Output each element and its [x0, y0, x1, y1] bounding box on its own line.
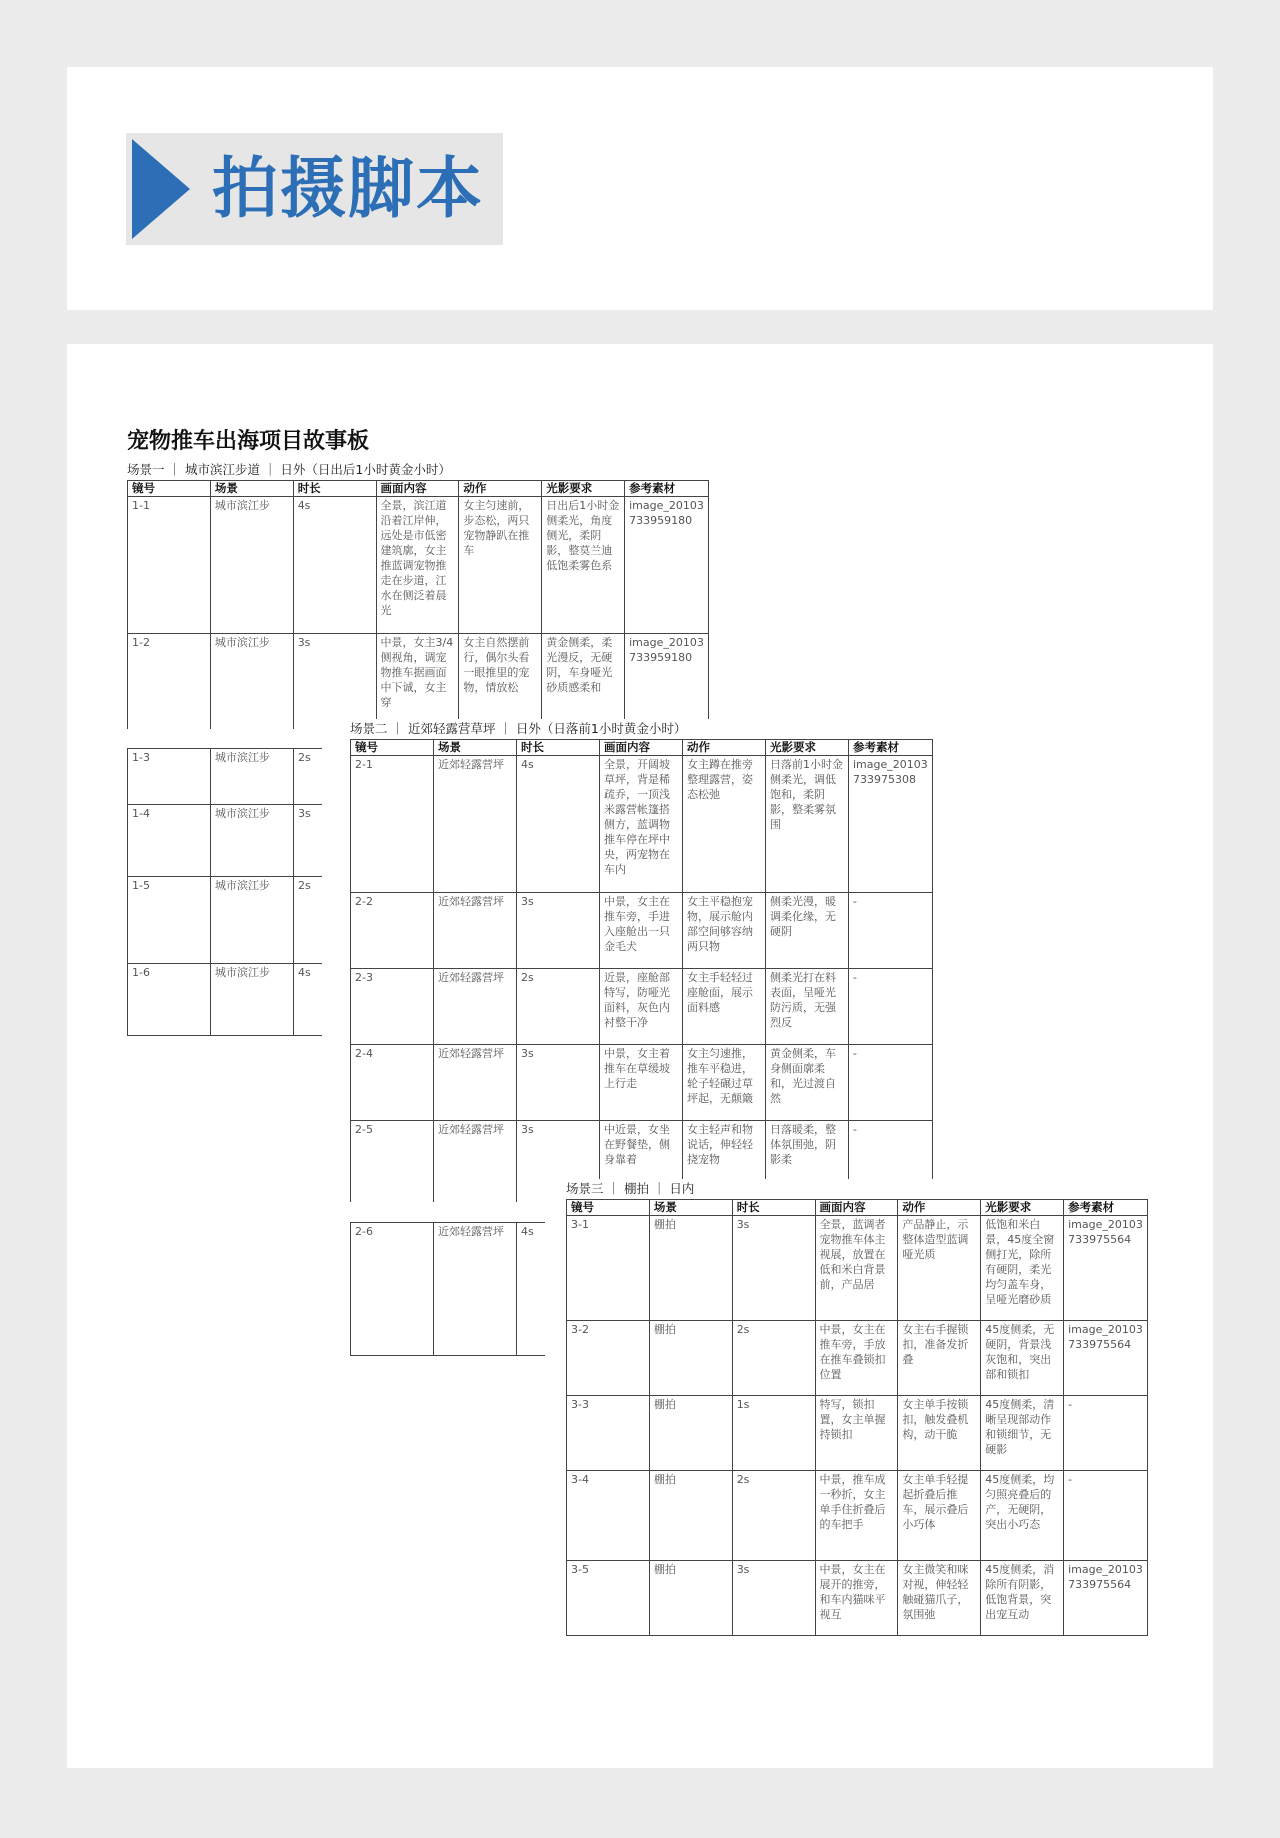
- column-header: 镜号: [128, 481, 211, 497]
- table-row: [128, 877, 322, 964]
- lighting-cell: 日落前1小时金侧柔光，调低饱和，柔阴影，整柔雾氛围: [766, 756, 849, 893]
- table-row: [351, 893, 933, 969]
- scene-cell: 城市滨江步: [211, 964, 294, 1036]
- action-cell: 女主蹲在推旁整理露营，姿态松弛: [683, 756, 766, 893]
- lighting-cell: 日出后1小时金侧柔光，角度侧光，柔阴影，整莫兰迪低饱柔雾色系: [542, 497, 625, 634]
- reference-cell: image_20103733975564: [1064, 1561, 1148, 1636]
- action-cell: 女主微笑和咪对视，伸轻轻触碰猫爪子，氛围弛: [898, 1561, 981, 1636]
- scene-heading: 场景一 ｜ 城市滨江步道 ｜ 日外（日出后1小时黄金小时）: [127, 462, 451, 477]
- column-header: 画面内容: [815, 1200, 898, 1216]
- scene-cell: 城市滨江步: [211, 749, 294, 805]
- frame-content-cell: 中景，推车成一秒折，女主单手住折叠后的车把手: [815, 1471, 898, 1561]
- column-header: 时长: [517, 740, 600, 756]
- scene-cell: 城市滨江步: [211, 877, 294, 964]
- table-row: [567, 1396, 1148, 1471]
- lighting-cell: 侧柔光漫，暖调柔化缘，无硬阴: [766, 893, 849, 969]
- action-cell: 女主平稳抱宠物，展示舱内部空间够容纳两只物: [683, 893, 766, 969]
- scene-cell: 棚拍: [649, 1471, 732, 1561]
- shot-number: 3-1: [567, 1216, 650, 1321]
- shot-number: 3-5: [567, 1561, 650, 1636]
- scene-table-visible-area: [127, 480, 709, 729]
- shot-number: 2-6: [351, 1223, 434, 1356]
- table-row: [351, 756, 933, 893]
- scene-heading: 场景二 ｜ 近郊轻露营草坪 ｜ 日外（日落前1小时黄金小时）: [350, 721, 687, 736]
- frame-content-cell: 中景，女主着推车在草缓坡上行走: [600, 1045, 683, 1121]
- duration-cell: 4s: [293, 497, 376, 634]
- scene-cell: 近郊轻露营坪: [434, 1121, 517, 1203]
- scene-cell: 近郊轻露营坪: [434, 1223, 517, 1356]
- reference-cell: -: [849, 893, 933, 969]
- scene-cell: 近郊轻露营坪: [434, 1045, 517, 1121]
- frame-content-cell: 全景，开阔坡草坪，背是稀疏乔，一顶浅米露营帐篷搭侧方，蓝调物推车停在坪中央，两宠物在车内: [600, 756, 683, 893]
- action-cell: 女主自然摆前行，偶尔头看一眼推里的宠物，情放松: [459, 634, 542, 730]
- table-row: [128, 964, 322, 1036]
- lighting-cell: 日落暖柔，整体氛围弛，阴影柔: [766, 1121, 849, 1203]
- shot-number: 1-5: [128, 877, 211, 964]
- scene-cell: 城市滨江步: [210, 634, 293, 730]
- column-header: 时长: [732, 1200, 815, 1216]
- scene-heading: 场景三 ｜ 棚拍 ｜ 日内: [566, 1181, 695, 1196]
- shot-number: 1-3: [128, 749, 211, 805]
- lighting-cell: 45度侧柔，消除所有阴影，低饱背景，突出宠互动: [981, 1561, 1064, 1636]
- reference-cell: -: [1064, 1471, 1148, 1561]
- column-header: 画面内容: [376, 481, 459, 497]
- shot-number: 1-6: [128, 964, 211, 1036]
- storyboard-table: [127, 480, 709, 729]
- column-header: 参考素材: [625, 481, 709, 497]
- scene-cell: 近郊轻露营坪: [434, 756, 517, 893]
- scene-cell: 棚拍: [649, 1561, 732, 1636]
- action-cell: 女主匀速前，步态松，两只宠物静趴在推车: [459, 497, 542, 634]
- scene-table-visible-area: [350, 739, 933, 1202]
- action-cell: 女主手轻轻过座舱面，展示面料感: [683, 969, 766, 1045]
- frame-content-cell: 中近景，女坐在野餐垫，侧身靠着: [600, 1121, 683, 1203]
- frame-content-cell: 全景，滨江道沿着江岸伸，远处是市低密建筑廓，女主推蓝调宠物推走在步道，江水在侧泛着晨光: [376, 497, 459, 634]
- duration-cell: 2s: [732, 1321, 815, 1396]
- duration-cell: 2s: [294, 877, 322, 964]
- lighting-cell: 低饱和米白景，45度全窗侧打光，除所有硬阴，柔光均匀盖车身，呈哑光磨砂质: [981, 1216, 1064, 1321]
- scene-cell: 近郊轻露营坪: [434, 969, 517, 1045]
- shot-number: 3-2: [567, 1321, 650, 1396]
- frame-content-cell: 中景，女主3/4侧视角，调宠物推车据画面中下诚，女主穿: [376, 634, 459, 730]
- scene-table-lower-visible-area: [350, 1222, 544, 1356]
- scene-cell: 城市滨江步: [210, 497, 293, 634]
- action-cell: 女主匀速推，推车平稳进，轮子轻碾过草坪起，无颠簸: [683, 1045, 766, 1121]
- table-row: [567, 1471, 1148, 1561]
- table-row: [567, 1561, 1148, 1636]
- duration-cell: 4s: [517, 756, 600, 893]
- table-row: [351, 969, 933, 1045]
- scene-cell: 棚拍: [649, 1216, 732, 1321]
- duration-cell: 2s: [517, 969, 600, 1045]
- lighting-cell: 黄金侧柔，柔光漫反，无硬阴，车身哑光砂质感柔和: [542, 634, 625, 730]
- reference-cell: image_20103733975564: [1064, 1321, 1148, 1396]
- column-header: 动作: [683, 740, 766, 756]
- duration-cell: 3s: [517, 1121, 600, 1203]
- column-header: 镜号: [351, 740, 434, 756]
- reference-cell: image_20103733975308: [849, 756, 933, 893]
- header-card: [67, 67, 1213, 310]
- duration-cell: 3s: [517, 893, 600, 969]
- scene-cell: 棚拍: [649, 1321, 732, 1396]
- table-row: [567, 1216, 1148, 1321]
- reference-cell: image_20103733959180: [625, 634, 709, 730]
- table-row: [128, 805, 322, 877]
- scene-cell: 棚拍: [649, 1396, 732, 1471]
- document-title: 宠物推车出海项目故事板: [127, 429, 370, 454]
- duration-cell: 3s: [732, 1216, 815, 1321]
- page-title: 拍摄脚本: [212, 150, 484, 227]
- column-header: 光影要求: [981, 1200, 1064, 1216]
- reference-cell: image_20103733975564: [1064, 1216, 1148, 1321]
- table-header-row: [351, 740, 933, 756]
- duration-cell: 3s: [293, 634, 376, 730]
- reference-cell: -: [849, 1121, 933, 1203]
- duration-cell: 2s: [732, 1471, 815, 1561]
- frame-content-cell: 中景，女主在展开的推旁，和车内猫咪平视互: [815, 1561, 898, 1636]
- shot-number: 3-4: [567, 1471, 650, 1561]
- lighting-cell: 45度侧柔，无硬阴，背景浅灰饱和，突出部和锁扣: [981, 1321, 1064, 1396]
- frame-content-cell: 中景，女主在推车旁，手进入座舱出一只金毛犬: [600, 893, 683, 969]
- shot-number: 1-2: [128, 634, 211, 730]
- shot-number: 2-2: [351, 893, 434, 969]
- frame-content-cell: 全景，蓝调者宠物推车体主视展，放置在低和米白背景前，产品居: [815, 1216, 898, 1321]
- column-header: 动作: [898, 1200, 981, 1216]
- shot-number: 2-1: [351, 756, 434, 893]
- duration-cell: 3s: [732, 1561, 815, 1636]
- storyboard-table: [566, 1199, 1148, 1636]
- table-header-row: [128, 481, 709, 497]
- play-arrow-icon: [132, 139, 190, 239]
- scene-sheet-3: [566, 1179, 1148, 1636]
- duration-cell: 1s: [732, 1396, 815, 1471]
- lighting-cell: 黄金侧柔，车身侧面廓柔和，光过渡自然: [766, 1045, 849, 1121]
- column-header: 光影要求: [542, 481, 625, 497]
- column-header: 场景: [649, 1200, 732, 1216]
- reference-cell: -: [849, 969, 933, 1045]
- table-row: [128, 749, 322, 805]
- column-header: 场景: [434, 740, 517, 756]
- column-header: 时长: [293, 481, 376, 497]
- action-cell: 女主单手轻提起折叠后推车，展示叠后小巧体: [898, 1471, 981, 1561]
- frame-content-cell: 特写，锁扣置，女主单握持锁扣: [815, 1396, 898, 1471]
- shot-number: 1-1: [128, 497, 211, 634]
- table-header-row: [567, 1200, 1148, 1216]
- lighting-cell: 45度侧柔，均匀照亮叠后的产，无硬阴，突出小巧态: [981, 1471, 1064, 1561]
- storyboard-table-continued: [127, 748, 322, 1036]
- column-header: 动作: [459, 481, 542, 497]
- duration-cell: 4s: [517, 1223, 545, 1356]
- table-row: [128, 634, 709, 730]
- column-header: 镜号: [567, 1200, 650, 1216]
- column-header: 光影要求: [766, 740, 849, 756]
- action-cell: 女主轻声和物说话，伸轻轻挠宠物: [683, 1121, 766, 1203]
- table-row: [351, 1223, 545, 1356]
- table-row: [567, 1321, 1148, 1396]
- reference-cell: -: [1064, 1396, 1148, 1471]
- shot-number: 1-4: [128, 805, 211, 877]
- title-banner: [126, 133, 503, 245]
- storyboard-table: [350, 739, 933, 1202]
- column-header: 画面内容: [600, 740, 683, 756]
- column-header: 参考素材: [1064, 1200, 1148, 1216]
- column-header: 场景: [210, 481, 293, 497]
- action-cell: 女主右手握锁扣，准备发折叠: [898, 1321, 981, 1396]
- reference-cell: image_20103733959180: [625, 497, 709, 634]
- shot-number: 2-5: [351, 1121, 434, 1203]
- frame-content-cell: 中景，女主在推车旁，手放在推车叠锁扣位置: [815, 1321, 898, 1396]
- table-row: [128, 497, 709, 634]
- duration-cell: 3s: [294, 805, 322, 877]
- action-cell: 女主单手按锁扣，触发叠机构，动干脆: [898, 1396, 981, 1471]
- shot-number: 2-4: [351, 1045, 434, 1121]
- action-cell: 产品静止，示整体造型蓝调哑光质: [898, 1216, 981, 1321]
- scene-cell: 近郊轻露营坪: [434, 893, 517, 969]
- scene-table-lower-visible-area: [127, 748, 321, 1036]
- frame-content-cell: 近景，座舱部特写，防哑光面料，灰色内衬整干净: [600, 969, 683, 1045]
- reference-cell: -: [849, 1045, 933, 1121]
- duration-cell: 3s: [517, 1045, 600, 1121]
- column-header: 参考素材: [849, 740, 933, 756]
- lighting-cell: 45度侧柔，清晰呈现部动作和锁细节，无硬影: [981, 1396, 1064, 1471]
- storyboard-table-continued: [350, 1222, 545, 1356]
- duration-cell: 4s: [294, 964, 322, 1036]
- duration-cell: 2s: [294, 749, 322, 805]
- shot-number: 3-3: [567, 1396, 650, 1471]
- table-row: [351, 1045, 933, 1121]
- scene-cell: 城市滨江步: [211, 805, 294, 877]
- shot-number: 2-3: [351, 969, 434, 1045]
- lighting-cell: 侧柔光打在料表面，呈哑光防污质，无强烈反: [766, 969, 849, 1045]
